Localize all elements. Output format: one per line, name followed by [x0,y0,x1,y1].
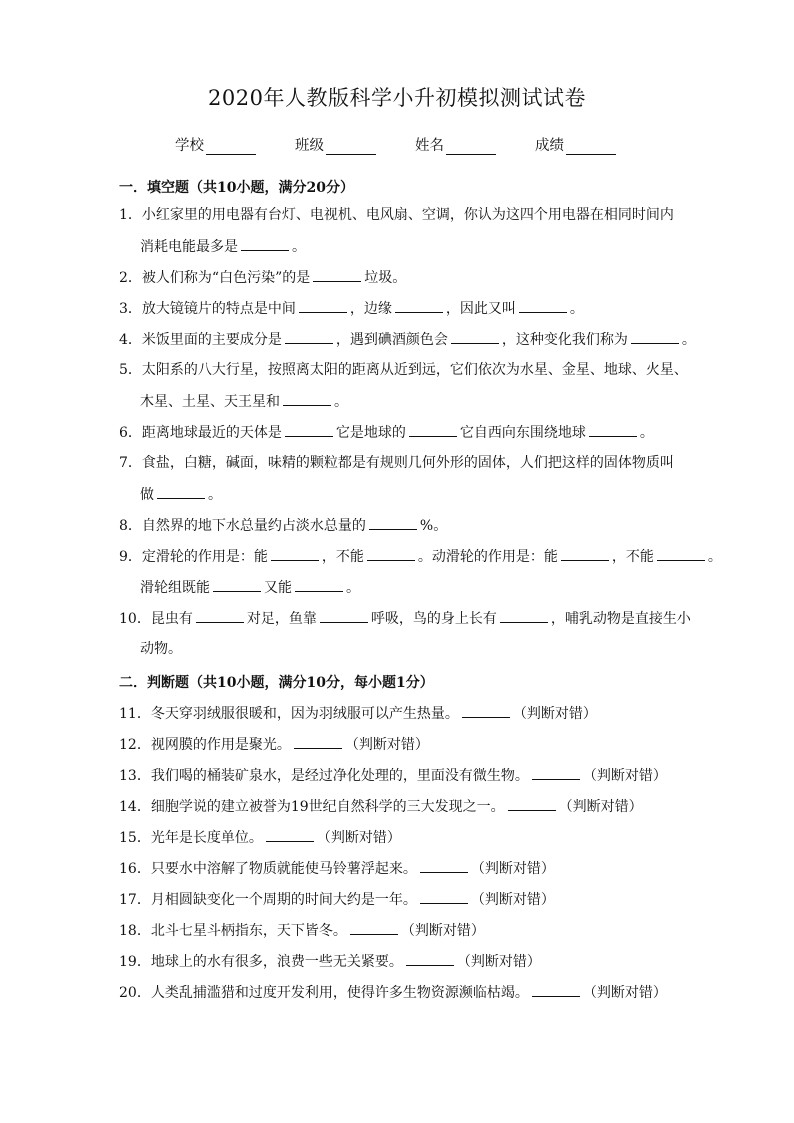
q13-text: 13．我们喝的桶装矿泉水，是经过净化处理的，里面没有微生物。 [119,768,529,784]
name-blank[interactable] [446,140,496,155]
q10-blank-2[interactable] [320,608,368,623]
q10-text-3: 呼吸，鸟的身上长有 [370,611,497,627]
q3-text: 3．放大镜镜片的特点是中间 [119,301,296,317]
q6-text: 6．距离地球最近的天体是 [119,425,282,441]
q9-text-2: ，不能 [321,549,364,565]
question-20 [119,982,694,1003]
question-5 [119,360,694,380]
q14-text: 14．细胞学说的建立被誉为19世纪自然科学的三大发现之一。 [119,799,505,815]
q9-text-8: 。 [346,580,360,596]
question-16 [119,858,694,879]
q4-blank-2[interactable] [451,329,499,344]
question-9-cont [140,577,360,598]
q14-blank[interactable] [508,796,556,811]
q18-judge: （判断对错） [400,923,485,939]
q16-judge: （判断对错） [470,861,555,877]
q3-text-3: ，因此又叫 [445,301,516,317]
q6-text-3: 它自西向东围绕地球 [459,425,586,441]
q9-text-6: 滑轮组既能 [140,580,210,596]
q17-blank[interactable] [420,889,468,904]
q15-text: 15．光年是长度单位。 [119,830,263,846]
q6-blank-1[interactable] [285,422,333,437]
question-4 [119,329,694,350]
q9-text-5: 。 [707,549,722,565]
q2-text: 2．被人们称为“白色污染”的是 [119,270,311,286]
score-label: 成绩 [535,138,564,154]
q4-blank-1[interactable] [285,329,333,344]
question-14 [119,796,694,817]
school-label: 学校 [175,138,204,154]
name-label: 姓名 [415,138,444,154]
question-12 [119,734,694,755]
q11-text: 11．冬天穿羽绒服很暖和，因为羽绒服可以产生热量。 [119,706,459,722]
q3-text-4: 。 [569,301,584,317]
question-19 [119,951,694,972]
q6-blank-3[interactable] [589,422,637,437]
q12-text: 12．视网膜的作用是聚光。 [119,737,291,753]
q19-text: 19．地球上的水有很多，浪费一些无关紧要。 [119,954,403,970]
q9-blank-6[interactable] [295,577,343,592]
q4-text: 4．米饭里面的主要成分是 [119,332,282,348]
class-label: 班级 [295,138,324,154]
q2-blank[interactable] [313,267,361,282]
q13-blank[interactable] [532,765,580,780]
q10-text-2: 对足，鱼靠 [246,611,317,627]
q8-blank[interactable] [369,515,417,530]
section-true-false: 二．判断题（共10小题，满分10分，每小题1分） [119,675,434,691]
question-9 [119,546,722,567]
question-17 [119,889,694,910]
question-1 [119,205,694,225]
question-10-cont [140,639,182,659]
q2-text-2: 垃圾。 [364,270,407,286]
q15-judge: （判断对错） [316,830,401,846]
section-fill-in: 一．填空题（共10小题，满分20分） [119,180,354,196]
q18-text: 18．北斗七星斗柄指东，天下皆冬。 [119,923,347,939]
question-7 [119,453,694,473]
q9-text-4: ，不能 [611,549,654,565]
q8-text: 8．自然界的地下水总量约占淡水总量的 [119,518,366,534]
q13-judge: （判断对错） [582,768,667,784]
question-10 [119,608,694,629]
question-8 [119,515,694,536]
q20-judge: （判断对错） [582,985,667,1001]
q9-text-7: 又能 [264,580,292,596]
q11-blank[interactable] [462,703,510,718]
q12-judge: （判断对错） [344,737,429,753]
q1-text: 1．小红家里的用电器有台灯、电视机、电风扇、空调，你认为这四个用电器在相同时间内 [119,207,674,223]
q9-blank-2[interactable] [367,546,415,561]
q10-text-4: ，哺乳动物是直接生小 [550,611,691,627]
school-field [175,134,259,155]
question-2 [119,267,694,288]
q9-text: 9．定滑轮的作用是：能 [119,549,268,565]
school-blank[interactable] [206,140,256,155]
q5-text-2: 木星、土星、天王星和 [140,394,280,410]
q3-blank-3[interactable] [519,298,567,313]
question-11 [119,703,694,724]
q9-blank-3[interactable] [561,546,609,561]
q10-text: 10．昆虫有 [119,611,193,627]
q3-blank-2[interactable] [395,298,443,313]
q20-blank[interactable] [532,982,580,997]
q10-blank-1[interactable] [196,608,244,623]
q9-text-3: 。动滑轮的作用是：能 [417,549,558,565]
q5-text: 5．太阳系的八大行星，按照离太阳的距离从近到远，它们依次为水星、金星、地球、火星、 [119,362,688,378]
q4-text-3: ，这种变化我们称为 [501,332,628,348]
question-3 [119,298,694,319]
score-blank[interactable] [566,140,616,155]
q4-text-2: ，遇到碘酒颜色会 [335,332,448,348]
q18-blank[interactable] [350,920,398,935]
q5-text-3: 。 [334,394,348,410]
q5-blank[interactable] [283,391,331,406]
q1-text-2: 消耗电能最多是 [140,239,238,255]
q9-blank-1[interactable] [271,546,319,561]
q3-blank-1[interactable] [299,298,347,313]
question-6 [119,422,694,443]
student-info-row [0,134,794,155]
question-18 [119,920,694,941]
question-1-cont [140,236,306,257]
q9-blank-5[interactable] [213,577,261,592]
q4-text-4: 。 [681,332,696,348]
q16-text: 16．只要水中溶解了物质就能使马铃薯浮起来。 [119,861,417,877]
q1-text-3: 。 [292,239,306,255]
q10-text-5: 动物。 [140,641,182,657]
q10-blank-3[interactable] [500,608,548,623]
q20-text: 20．人类乱捕滥猎和过度开发利用，使得许多生物资源濒临枯竭。 [119,985,529,1001]
q15-blank[interactable] [266,827,314,842]
q19-blank[interactable] [406,951,454,966]
q1-blank[interactable] [241,236,289,251]
question-15 [119,827,694,848]
question-5-cont [140,391,348,412]
q7-text: 7．食盐，白糖，碱面，味精的颗粒都是有规则几何外形的固体，人们把这样的固体物质叫 [119,455,674,471]
q14-judge: （判断对错） [558,799,643,815]
q17-text: 17．月相圆缺变化一个周期的时间大约是一年。 [119,892,417,908]
q12-blank[interactable] [294,734,342,749]
q3-text-2: ，边缘 [349,301,392,317]
q6-text-2: 它是地球的 [335,425,406,441]
q6-blank-2[interactable] [409,422,457,437]
class-field [295,134,379,155]
q8-text-2: %。 [419,518,448,534]
question-7-cont [140,484,222,505]
q16-blank[interactable] [420,858,468,873]
page-title: 2020年人教版科学小升初模拟测试试卷 [208,86,586,110]
class-blank[interactable] [326,140,376,155]
q11-judge: （判断对错） [512,706,597,722]
q9-blank-4[interactable] [657,546,705,561]
q6-text-4: 。 [639,425,654,441]
name-field [415,134,499,155]
q7-text-2: 做 [140,487,154,503]
q4-blank-3[interactable] [631,329,679,344]
q19-judge: （判断对错） [456,954,541,970]
question-13 [119,765,694,786]
q7-text-3: 。 [208,487,222,503]
q7-blank[interactable] [157,484,205,499]
score-field [535,134,619,155]
q17-judge: （判断对错） [470,892,555,908]
